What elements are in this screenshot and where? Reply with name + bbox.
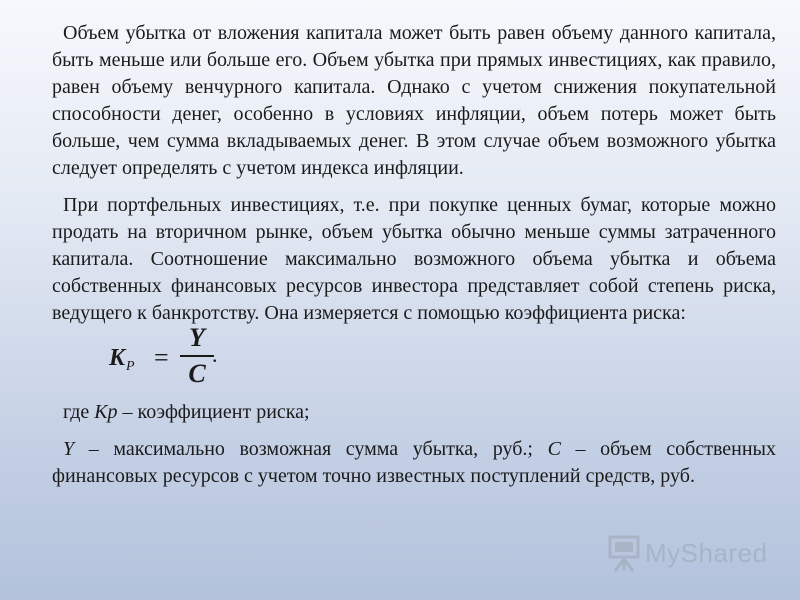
paragraph-2: При портфельных инвестициях, т.е. при покупке ценных бумаг, которые можно продать на вторичном рынке, объем убытка обычно меньше суммы затраченного капитала. Соотношение максимально возможного объема убытка и объема собственных финансовых ресурсов инвестора представляет собой степень риска, ведущего к банкротству. Она измеряется с помощью коэффициента риска: [52,194,776,324]
paragraph-1: Объем убытка от вложения капитала может быть равен объему данного капитала, быть меньше или больше его. Объем убытка при прямых инвестициях, как правило, равен объему венчурного капитала. Однако с учетом снижения покупательной способности денег, особенно в условиях инфляции, объем потерь может быть больше, чем сумма вкладываемых денег. В этом случае объем возможного убытка следует определять с учетом индекса инфляции. [52,22,776,179]
kp-symbol: Кр [94,401,118,423]
presentation-board-icon [607,533,641,573]
risk-coefficient-formula [52,323,776,397]
y-description: – максимально возможная сумма убытка, руб.; [74,438,548,460]
c-description: – объем собственных финансовых ресурсов с учетом точно известных поступлений средств, руб. [52,438,776,487]
formula-numerator: Y [189,323,205,352]
formula-denominator: C [188,359,206,388]
kp-description: – коэффициент риска; [117,401,310,423]
formula-dot: . [212,342,218,367]
watermark-text: MyShared [645,537,768,568]
formula-fraction [180,323,214,389]
legend-kp: где Кр – коэффициент риска; [63,401,310,423]
formula-lhs-subscript: P [126,359,135,374]
slide-content [52,20,776,490]
watermark [607,533,768,573]
y-symbol: Y [63,438,75,460]
fraction-bar [180,355,214,357]
legend-y-c [52,436,776,490]
formula-lhs: $K_P$ [109,345,135,374]
c-symbol: С [547,438,561,460]
formula-equals: = [154,343,169,372]
